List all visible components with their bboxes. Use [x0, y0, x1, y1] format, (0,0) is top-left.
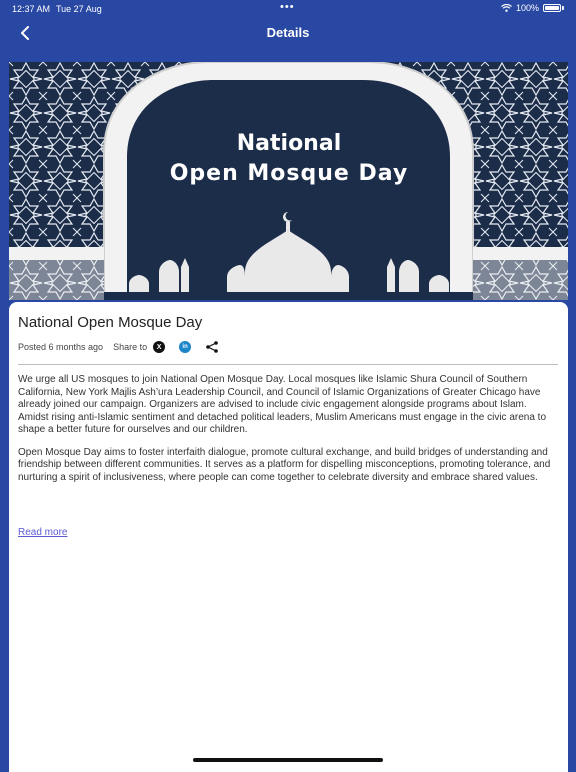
- multitasking-dots[interactable]: •••: [280, 1, 295, 13]
- share-label: Share to: [113, 342, 148, 352]
- battery-percent: 100%: [515, 3, 539, 13]
- left-ledge-pattern: [9, 260, 104, 300]
- nav-bar: [0, 18, 576, 48]
- linkedin-icon[interactable]: in: [179, 341, 191, 353]
- share-icon[interactable]: [205, 340, 219, 354]
- right-ledge-pattern: [473, 260, 568, 300]
- article-meta: [18, 340, 219, 354]
- article-body: [18, 374, 558, 494]
- hero-line1: National: [236, 131, 342, 156]
- hero-line2: Open Mosque Day: [169, 161, 409, 186]
- battery-tip: [562, 6, 564, 10]
- article-title: National Open Mosque Day: [18, 314, 203, 331]
- posted-time: Posted 6 months ago: [18, 342, 104, 352]
- divider: [18, 364, 558, 365]
- home-indicator[interactable]: [193, 758, 383, 762]
- read-more-link[interactable]: Read more: [18, 527, 68, 538]
- status-date: Tue 27 Aug: [56, 4, 102, 14]
- page-title: Details: [266, 25, 310, 40]
- battery-icon: [543, 4, 561, 12]
- hero-image: [9, 62, 568, 300]
- wifi-icon: [501, 4, 512, 12]
- status-right: [501, 3, 564, 13]
- paragraph-1: We urge all US mosques to join National Open Mosque Day. Local mosques like Islamic Shura Council of Southern California, New York Majlis Ash’ura Leadership Council, and Council of Islamic Organizations of Greater Chicago have already joined our campaign. Organizers are advised to include civic engagement alongside programs about Islam. Amidst rising anti-Islamic sentiment and detached political leaders, Muslim Americans must engage in the civic arena to shape a better future for ourselves and our children.: [18, 374, 547, 435]
- article-card: [9, 302, 568, 772]
- paragraph-2: Open Mosque Day aims to foster interfaith dialogue, promote cultural exchange, and build bridges of understanding and friendship between different communities. It serves as a platform for dispelling misconceptions, promoting tolerance, and nurturing a spirit of inclusiveness, where people can come together to celebrate diversity and embrace shared values.: [18, 446, 551, 483]
- status-time: 12:37 AM: [12, 4, 51, 14]
- hero-graphic: [9, 62, 568, 300]
- x-icon[interactable]: X: [153, 341, 165, 353]
- base-band: [104, 292, 473, 300]
- status-bar: [0, 0, 576, 18]
